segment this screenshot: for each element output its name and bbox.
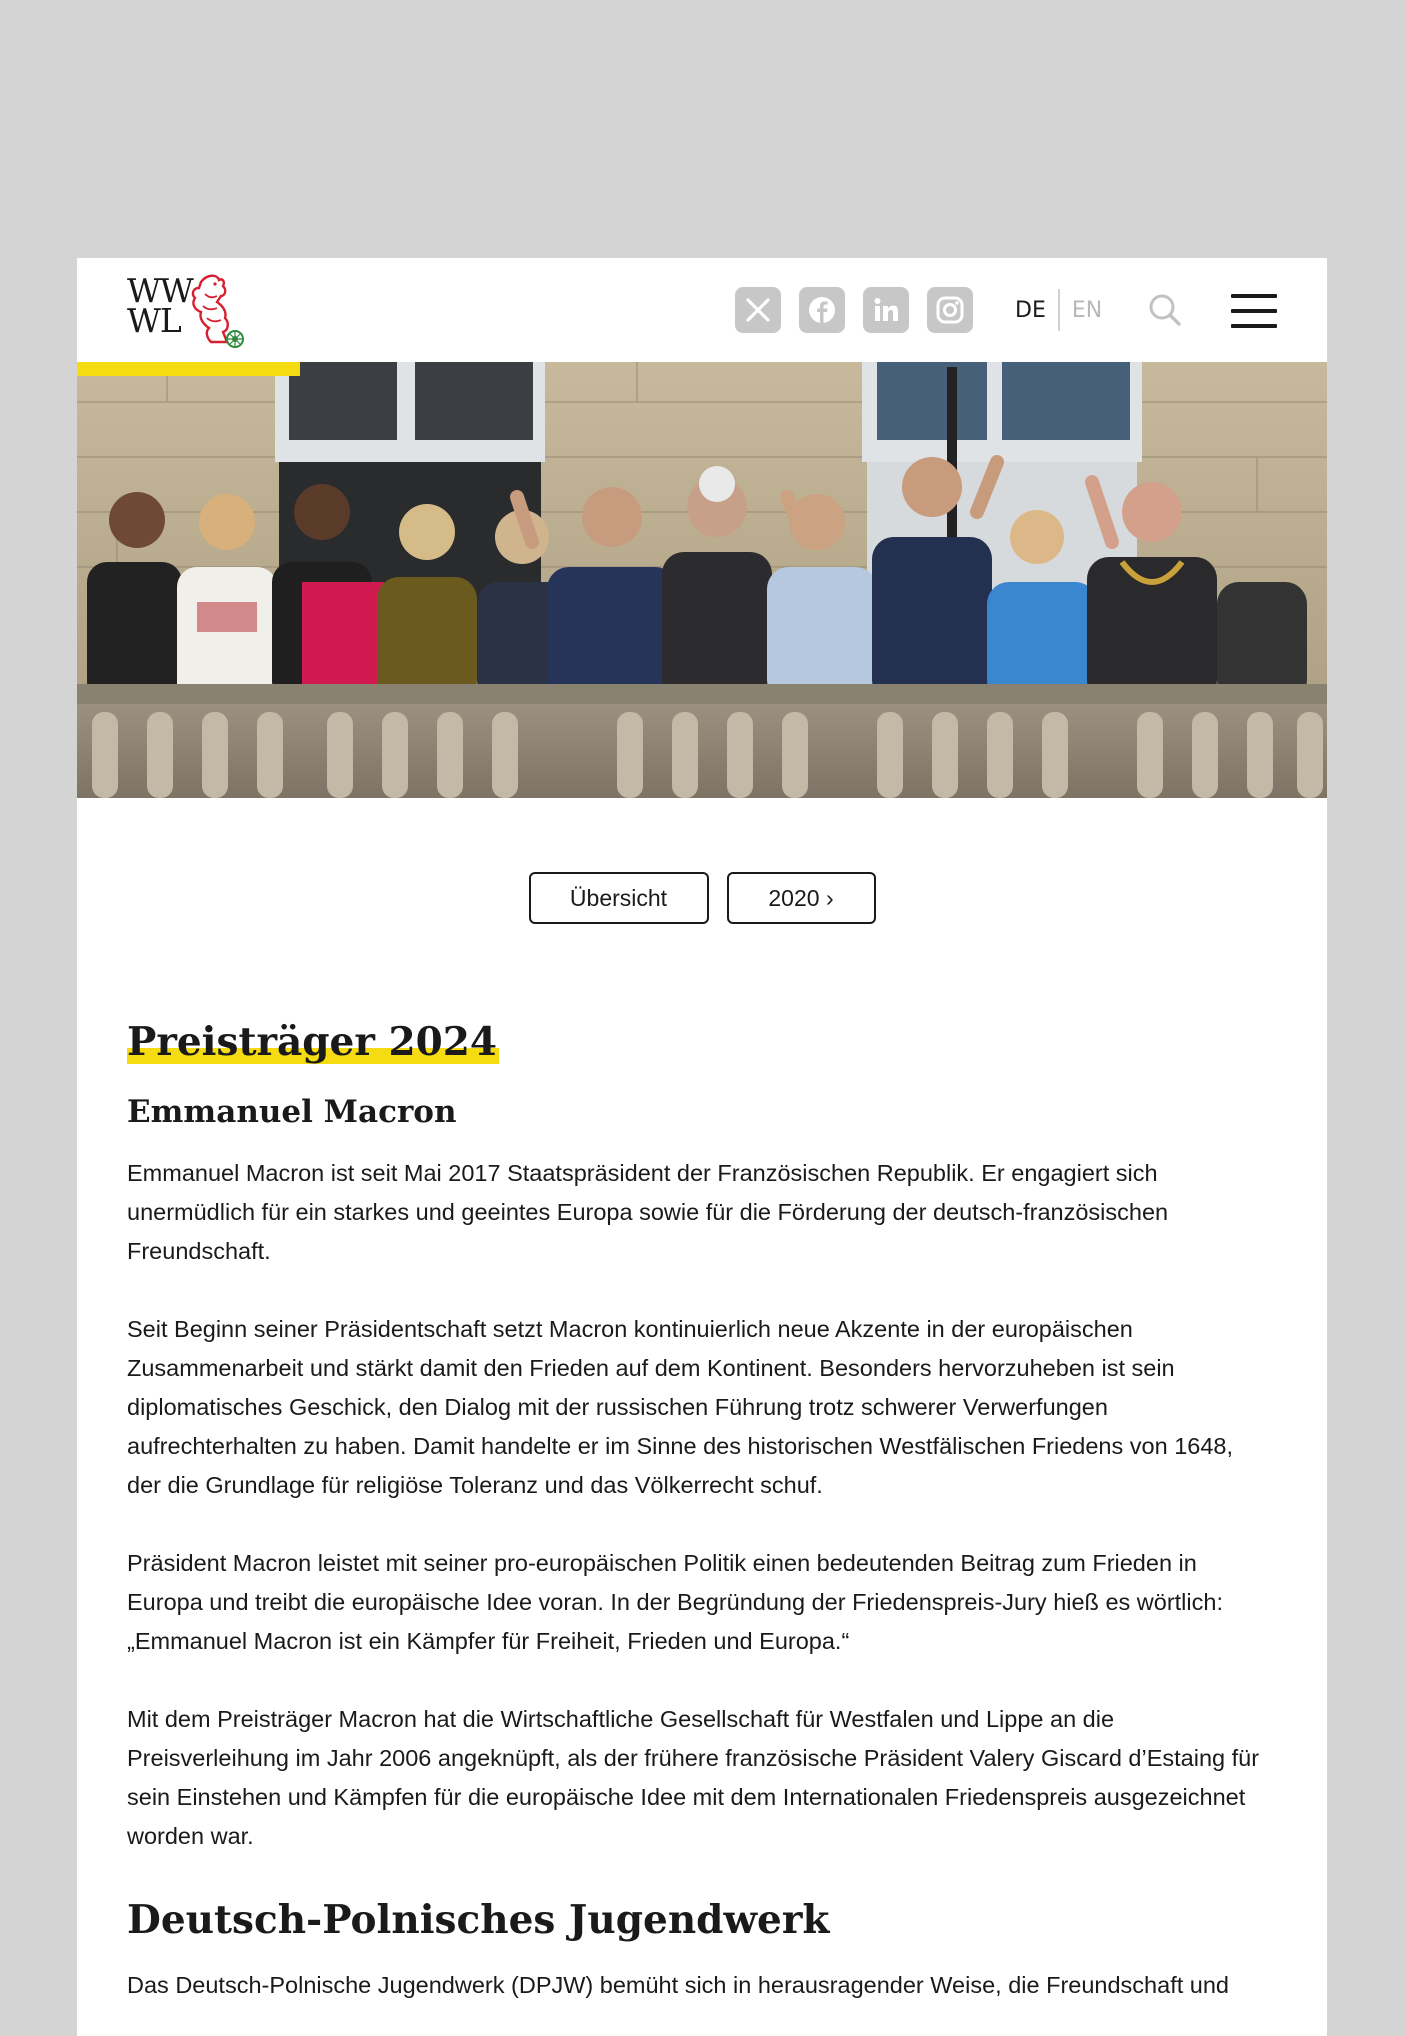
hamburger-menu-icon[interactable] bbox=[1231, 294, 1277, 328]
lang-de-link[interactable]: DE bbox=[1015, 297, 1046, 323]
social-links bbox=[735, 287, 973, 333]
section-heading-dpjw: Deutsch-Polnisches Jugendwerk bbox=[127, 1897, 830, 1943]
paragraph-dpjw: Das Deutsch-Polnische Jugendwerk (DPJW) bemüht sich in herausragender Weise, die Freundschaft und bbox=[127, 1972, 1229, 1998]
logo-line-1: WW bbox=[127, 271, 193, 310]
site-header bbox=[77, 258, 1327, 362]
accent-bar bbox=[77, 362, 300, 376]
horse-emblem-icon bbox=[171, 272, 255, 352]
page-container bbox=[77, 258, 1327, 2036]
instagram-icon[interactable] bbox=[927, 287, 973, 333]
linkedin-icon[interactable] bbox=[863, 287, 909, 333]
page-title: Preisträger 2024 bbox=[127, 1016, 499, 1068]
site-logo[interactable] bbox=[127, 272, 257, 352]
search-icon[interactable] bbox=[1147, 292, 1183, 332]
hero-image bbox=[77, 362, 1327, 798]
archive-navigation bbox=[77, 872, 1327, 924]
paragraph-4: Mit dem Preisträger Macron hat die Wirtschaftliche Gesellschaft für Westfalen und Lippe an die Preisverleihung im Jahr 2006 angeknüpft, als der frühere französische Präsident Valery Giscard d’Estaing für sein Einstehen und Kämpfen für die europäische Idee mit dem Internationalen Friedenspreis ausgezeichnet worden war. bbox=[127, 1706, 1260, 1849]
paragraph-2: Seit Beginn seiner Präsidentschaft setzt Macron kontinuierlich neue Akzente in der europäischen Zusammenarbeit und stärkt damit den Frieden auf dem Kontinent. Besonders hervorzuheben ist sein diplomatisches Geschick, den Dialog mit der russischen Führung trotz schwerer Verwerfungen aufrechterhalten zu haben. Damit handelte er im Sinne des historischen Westfälischen Friedens von 1648, der die Grundlage für religiöse Toleranz und das Völkerrecht schuf. bbox=[127, 1316, 1234, 1498]
logo-line-2: WL bbox=[127, 301, 181, 340]
language-switcher bbox=[1015, 288, 1102, 332]
facebook-icon[interactable] bbox=[799, 287, 845, 333]
lang-en-link[interactable]: EN bbox=[1071, 297, 1103, 323]
paragraph-3: Präsident Macron leistet mit seiner pro-europäischen Politik einen bedeutenden Beitrag zum Frieden in Europa und treibt die europäische Idee voran. In der Begründung der Friedenspreis-Jury hieß es wörtlich: „Emmanuel Macron ist ein Kämpfer für Freiheit, Frieden und Europa.“ bbox=[127, 1550, 1223, 1654]
main-content bbox=[127, 1016, 1267, 2005]
overview-button[interactable]: Übersicht bbox=[529, 872, 709, 924]
x-icon[interactable] bbox=[735, 287, 781, 333]
year-2020-button[interactable]: 2020 › bbox=[727, 872, 876, 924]
paragraph-1: Emmanuel Macron ist seit Mai 2017 Staatspräsident der Französischen Republik. Er engagiert sich unermüdlich für ein starkes und geeintes Europa sowie für die Förderung der deutsch-französischen Freundschaft. bbox=[127, 1160, 1169, 1264]
section-heading-macron: Emmanuel Macron bbox=[127, 1094, 457, 1130]
